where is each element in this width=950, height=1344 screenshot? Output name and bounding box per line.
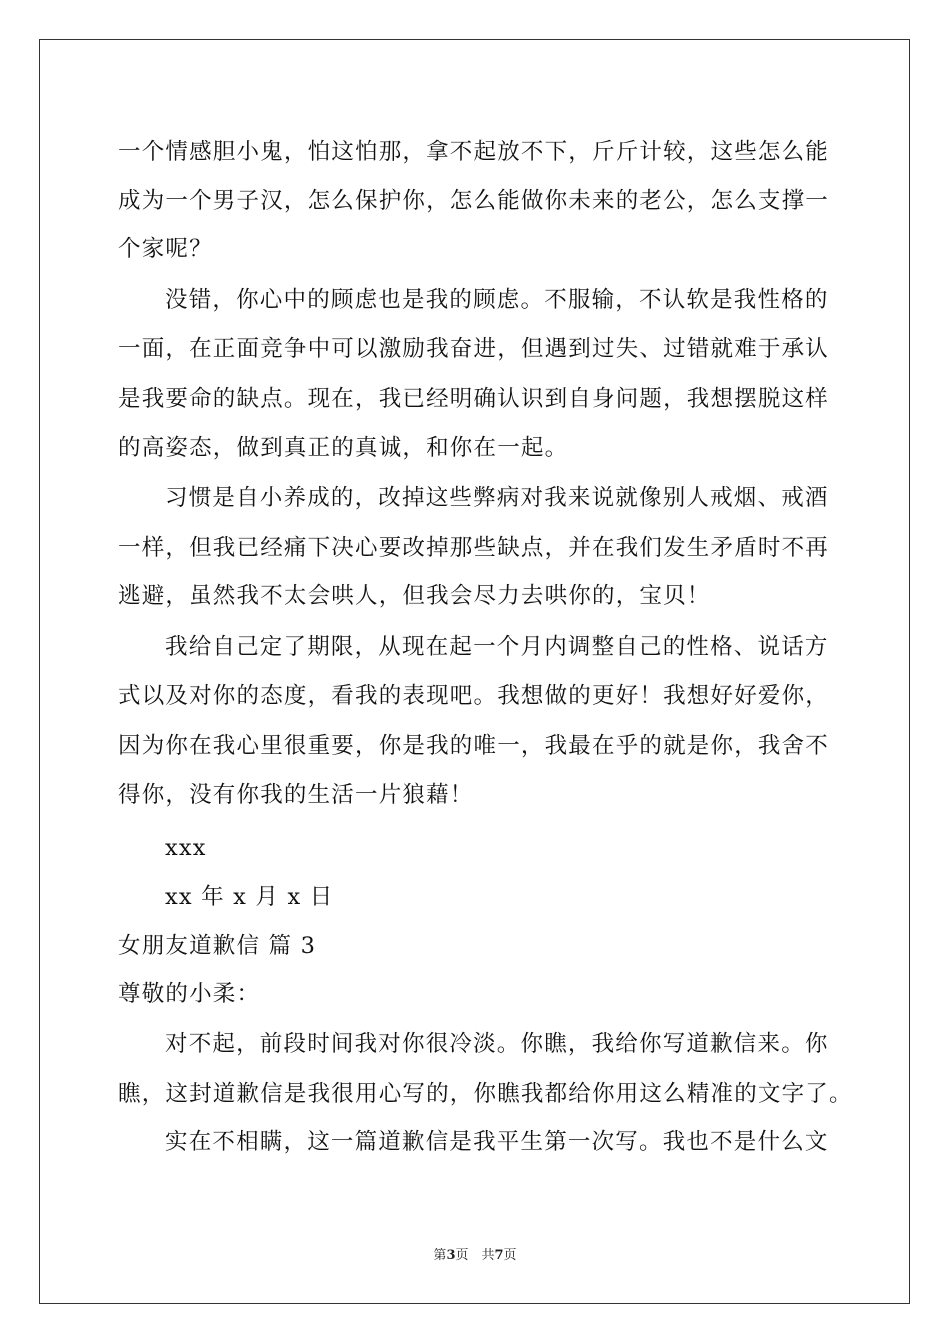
page-footer xyxy=(0,1248,950,1264)
paragraph-line: 瞧，这封道歉信是我很用心写的，你瞧我都给你用这么精准的文字了。 xyxy=(118,1081,853,1107)
paragraph-line: 一个情感胆小鬼，怕这怕那，拿不起放不下，斤斤计较，这些怎么能 xyxy=(118,139,830,165)
total-page-number: 7 xyxy=(494,1248,504,1263)
letter-date: xx 年 x 月 x 日 xyxy=(165,884,334,910)
current-page-number: 3 xyxy=(446,1248,456,1263)
paragraph-line: 是我要命的缺点。现在，我已经明确认识到自身问题，我想摆脱这样 xyxy=(118,386,830,412)
paragraph-line: 的高姿态，做到真正的真诚，和你在一起。 xyxy=(118,435,569,461)
paragraph-line: 因为你在我心里很重要，你是我的唯一，我最在乎的就是你，我舍不 xyxy=(118,733,830,759)
signature: xxx xyxy=(165,835,207,861)
paragraph-line: 式以及对你的态度，看我的表现吧。我想做的更好！我想好好爱你， xyxy=(118,683,830,709)
footer-suffix: 页 xyxy=(503,1248,517,1263)
section-heading: 女朋友道歉信 篇 3 xyxy=(118,933,317,959)
paragraph-line: 得你，没有你我的生活一片狼藉！ xyxy=(118,782,474,808)
paragraph-line: 没错，你心中的顾虑也是我的顾虑。不服输，不认软是我性格的 xyxy=(165,287,829,313)
paragraph-line: 成为一个男子汉，怎么保护你，怎么能做你未来的老公，怎么支撑一 xyxy=(118,188,830,214)
footer-prefix: 第 xyxy=(433,1248,447,1263)
paragraph-line: 一面，在正面竞争中可以激励我奋进，但遇到过失、过错就难于承认 xyxy=(118,336,830,362)
paragraph-line: 逃避，虽然我不太会哄人，但我会尽力去哄你的，宝贝！ xyxy=(118,583,711,609)
paragraph-line: 对不起，前段时间我对你很冷淡。你瞧，我给你写道歉信来。你 xyxy=(165,1031,829,1057)
page-frame xyxy=(39,39,910,1304)
paragraph-line: 我给自己定了期限，从现在起一个月内调整自己的性格、说话方 xyxy=(165,634,829,660)
paragraph-line: 个家呢？ xyxy=(118,236,213,262)
paragraph-line: 实在不相瞒，这一篇道歉信是我平生第一次写。我也不是什么文 xyxy=(165,1129,829,1155)
footer-middle: 页 共 xyxy=(455,1248,495,1263)
salutation: 尊敬的小柔： xyxy=(118,981,261,1007)
paragraph-line: 习惯是自小养成的，改掉这些弊病对我来说就像别人戒烟、戒酒 xyxy=(165,485,829,511)
paragraph-line: 一样，但我已经痛下决心要改掉那些缺点，并在我们发生矛盾时不再 xyxy=(118,535,830,561)
